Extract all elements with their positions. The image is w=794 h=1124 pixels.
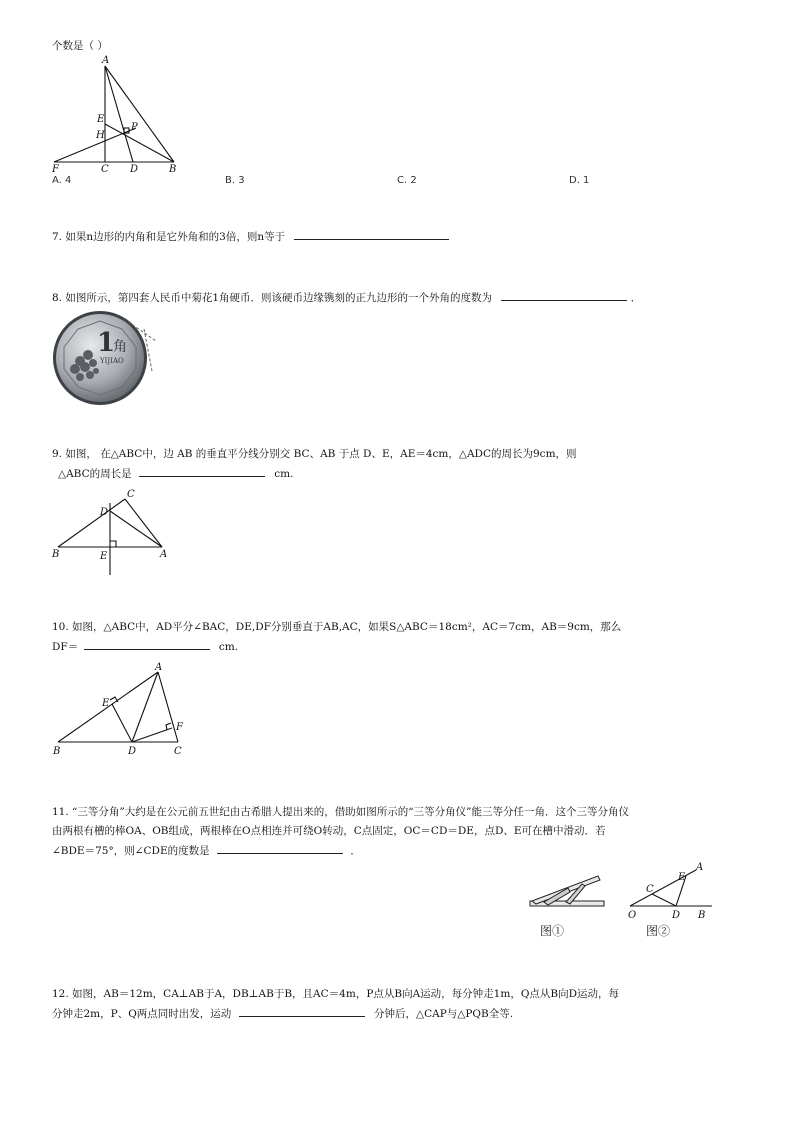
q10-line-df [132,728,172,742]
q11-text-3: ∠BDE＝75°，则∠CDE的度数是 [52,845,210,857]
q9-text: 如图， 在△ABC中，边 AB 的垂直平分线分别交 BC、AB 于点 D、E，AE＝4cm，△ADC的周长为9cm，则 [65,448,577,460]
q10-unit: cm. [218,641,239,653]
q7 [52,228,449,245]
q8-text: 如图所示，第四套人民币中菊花1角硬币．则该硬币边缘镌刻的正九边形的一个外角的度数为 [65,292,493,304]
q9-label-b: B [52,549,60,560]
q10-answer-blank[interactable] [84,638,210,650]
q12-text: 如图，AB＝12m，CA⊥AB于A，DB⊥AB于B，且AC＝4m，P点从B向A运动，每分钟走1m，Q点从B向D运动，每 [72,988,620,1000]
q6-line-ad [105,66,133,162]
q9-line-da [110,511,162,547]
q12-answer-blank[interactable] [239,1005,365,1017]
q6-label-d: D [130,164,139,174]
q11-fig2-label-c: C [646,884,654,895]
q11-number: 11. [52,806,69,818]
q11-fig2-label-d: D [672,910,681,921]
q11-fig2-ray-oa [630,870,696,906]
q6-label-b: B [169,164,177,174]
q8 [52,289,641,306]
q9-label-c: C [127,489,135,500]
q8-answer-blank[interactable] [501,289,627,301]
q6-label-a: A [102,55,110,66]
q11-fig1-caption: 图① [540,924,565,938]
q9-label-d: D [100,507,109,518]
q10-label-b: B [53,746,61,757]
q11-answer-blank[interactable] [217,842,343,854]
q11-fig2-seg-cd [652,894,676,906]
q12-text-end: 分钟后，△CAP与△PQB全等. [374,1008,514,1020]
q6-option-d: D. 1 [569,175,590,186]
q11-line3 [52,842,361,859]
q11-fig2-label-e: E [678,872,686,883]
q6-intro: 个数是（ ） [52,40,108,52]
q11-line1 [52,804,629,820]
q11-fig2-label-b: B [698,910,706,921]
q10-line-de [112,704,132,742]
q9-figure [50,485,175,577]
q10-label-c: C [174,746,182,757]
q10-label-f: F [176,722,183,733]
q6-label-p: P [131,122,138,133]
q11-fig2 [624,862,716,922]
q7-answer-blank[interactable] [294,228,449,240]
q10-line2 [52,638,238,655]
q6-figure [48,52,188,174]
q7-text: 如果n边形的内角和是它外角和的3倍，则n等于 [65,231,286,243]
coin-digit: 1 [97,328,116,358]
q9-line-bc [58,499,125,547]
q9-right-angle-mark [110,541,116,547]
coin-pinyin: YIJIAO [100,357,124,365]
q11-fig2-label-a: A [696,862,704,873]
q10-label-e: E [102,698,110,709]
q10-text-2: DF＝ [52,641,79,653]
q6-option-a: A. 4 [52,175,72,186]
q11-fig2-caption: 图② [646,924,671,938]
q12-number: 12. [52,988,69,1000]
q9-line2 [58,465,293,482]
q6-line-eb [105,124,174,162]
q6-label-e: E [97,114,105,125]
q9-unit: cm. [274,468,294,480]
q9-label-e: E [100,551,108,562]
q9-line1 [52,446,577,462]
q6-option-c: C. 2 [397,175,417,186]
q10-line1 [52,619,621,635]
q8-coin-figure [50,305,162,411]
q11-fig2-label-o: O [628,910,637,921]
q9-line-ca [125,499,162,547]
q9-number: 9. [52,448,63,460]
q12-line2 [52,1005,513,1022]
q8-number: 8. [52,292,63,304]
q6-option-b: B. 3 [225,175,245,186]
q10-line-ad [132,672,158,742]
q11-text: “三等分角”大约是在公元前五世纪由古希腊人提出来的，借助如图所示的“三等分角仪”能三等分任一角．这个三等分角仪 [72,806,630,818]
q10-text: 如图，△ABC中，AD平分∠BAC，DE,DF分别垂直于AB,AC，如果S△ABC＝18cm²，AC＝7cm，AB＝9cm，那么 [72,621,622,633]
coin-char: 角 [113,339,127,355]
q10-label-a: A [155,662,163,673]
q11-line2: 由两根有槽的棒OA、OB组成，两根棒在O点相连并可绕O转动，C点固定，OC＝CD＝DE，点D、E可在槽中滑动．若 [52,825,606,837]
q12-text-2: 分钟走2m，P、Q两点同时出发，运动 [52,1008,232,1020]
q7-number: 7. [52,231,63,243]
q10-label-d: D [128,746,137,757]
q6-label-c: C [101,164,109,174]
q6-label-h: H [96,130,105,141]
q9-text-2: △ABC的周长是 [58,468,132,480]
q11-fig1-tool [526,868,608,912]
q11-text-end: ． [350,845,361,857]
q6-label-f: F [52,164,59,174]
q10-number: 10. [52,621,69,633]
q9-label-a: A [160,549,168,560]
q10-figure [50,660,195,758]
q9-answer-blank[interactable] [139,465,265,477]
q12-line1 [52,986,619,1002]
q8-text-end: ． [630,292,642,304]
q6-line-ab [105,66,174,162]
